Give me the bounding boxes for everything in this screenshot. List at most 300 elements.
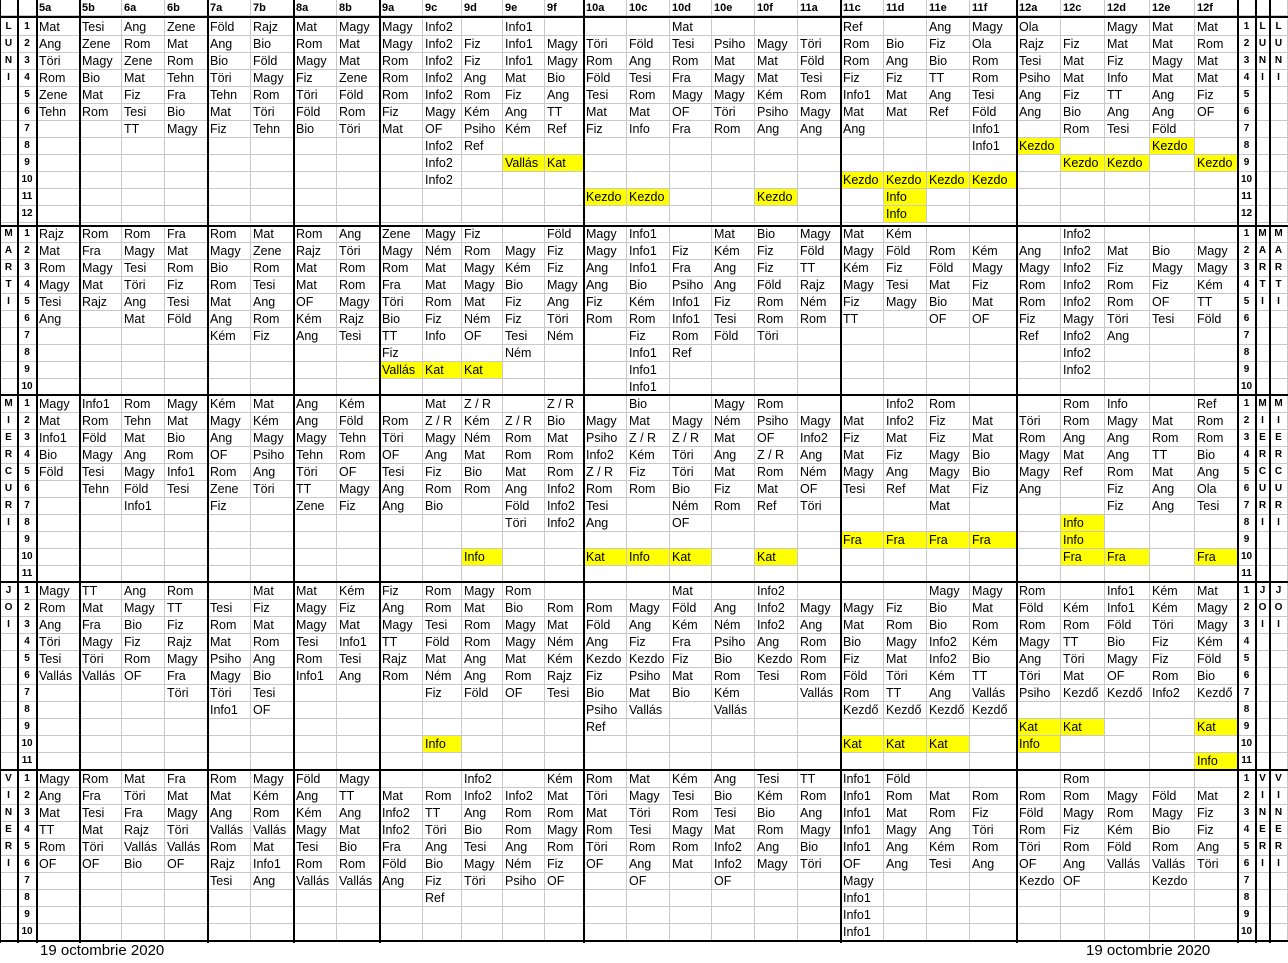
- timetable-cell[interactable]: Magy: [294, 430, 337, 447]
- day-letter-right[interactable]: M: [1256, 226, 1270, 243]
- day-letter-right2[interactable]: O: [1270, 600, 1288, 617]
- day-letter[interactable]: E: [0, 822, 18, 839]
- timetable-cell[interactable]: TT: [423, 805, 462, 822]
- timetable-cell[interactable]: Magy: [670, 413, 712, 430]
- timetable-cell[interactable]: Mat: [627, 104, 670, 121]
- timetable-cell[interactable]: Fiz: [627, 464, 670, 481]
- timetable-cell[interactable]: [627, 924, 670, 941]
- day-letter-right2[interactable]: [1270, 206, 1288, 223]
- timetable-cell[interactable]: [380, 685, 423, 702]
- timetable-cell[interactable]: [927, 328, 970, 345]
- timetable-cell[interactable]: [798, 753, 841, 770]
- timetable-cell[interactable]: Magy: [884, 634, 927, 651]
- timetable-cell[interactable]: Vallás: [294, 873, 337, 890]
- timetable-cell[interactable]: Töri: [1017, 413, 1061, 430]
- period-number-right[interactable]: 9: [1238, 907, 1256, 924]
- timetable-cell[interactable]: Info1: [670, 294, 712, 311]
- day-letter-right2[interactable]: [1270, 719, 1288, 736]
- period-number-right[interactable]: 10: [1238, 924, 1256, 941]
- day-letter[interactable]: [0, 890, 18, 907]
- timetable-cell[interactable]: [208, 155, 251, 172]
- timetable-cell[interactable]: Kém: [462, 413, 503, 430]
- timetable-cell[interactable]: [37, 362, 80, 379]
- period-number-right[interactable]: 4: [1238, 634, 1256, 651]
- timetable-cell[interactable]: Info2: [884, 396, 927, 413]
- timetable-cell[interactable]: Fiz: [208, 498, 251, 515]
- timetable-cell[interactable]: Psiho: [755, 104, 798, 121]
- timetable-cell[interactable]: [1105, 719, 1150, 736]
- timetable-cell[interactable]: [380, 549, 423, 566]
- timetable-cell[interactable]: Mat: [970, 600, 1017, 617]
- timetable-cell[interactable]: [755, 532, 798, 549]
- timetable-cell[interactable]: Ang: [122, 583, 165, 600]
- timetable-cell[interactable]: Kém: [755, 788, 798, 805]
- timetable-cell[interactable]: Rom: [251, 311, 294, 328]
- timetable-cell[interactable]: OF: [670, 104, 712, 121]
- timetable-cell[interactable]: [712, 736, 755, 753]
- timetable-cell[interactable]: Mat: [1061, 70, 1105, 87]
- timetable-cell[interactable]: Fiz: [1150, 634, 1195, 651]
- timetable-cell[interactable]: [380, 396, 423, 413]
- timetable-cell[interactable]: Magy: [423, 104, 462, 121]
- timetable-cell[interactable]: Fiz: [1195, 87, 1238, 104]
- timetable-cell[interactable]: Info: [423, 736, 462, 753]
- timetable-cell[interactable]: Mat: [884, 87, 927, 104]
- timetable-cell[interactable]: Vallás: [1150, 856, 1195, 873]
- timetable-cell[interactable]: Kém: [294, 805, 337, 822]
- timetable-cell[interactable]: [251, 907, 294, 924]
- timetable-cell[interactable]: [798, 138, 841, 155]
- timetable-cell[interactable]: Ném: [545, 634, 584, 651]
- timetable-cell[interactable]: Mat: [712, 226, 755, 243]
- timetable-cell[interactable]: Ang: [294, 413, 337, 430]
- timetable-cell[interactable]: Magy: [208, 413, 251, 430]
- timetable-cell[interactable]: Magy: [884, 294, 927, 311]
- class-header-9c[interactable]: 9c: [423, 0, 462, 16]
- timetable-cell[interactable]: Mat: [251, 839, 294, 856]
- timetable-cell[interactable]: Mat: [627, 413, 670, 430]
- timetable-cell[interactable]: Magy: [1195, 243, 1238, 260]
- timetable-cell[interactable]: Bio: [841, 634, 884, 651]
- timetable-cell[interactable]: Fiz: [423, 311, 462, 328]
- timetable-cell[interactable]: Ang: [927, 87, 970, 104]
- timetable-cell[interactable]: [80, 121, 122, 138]
- day-letter[interactable]: U: [0, 36, 18, 53]
- period-number[interactable]: 6: [18, 311, 37, 328]
- timetable-cell[interactable]: [1150, 345, 1195, 362]
- day-letter-right[interactable]: I: [1256, 617, 1270, 634]
- timetable-cell[interactable]: Magy: [165, 121, 208, 138]
- timetable-cell[interactable]: Magy: [165, 396, 208, 413]
- timetable-cell[interactable]: [208, 583, 251, 600]
- timetable-cell[interactable]: Föld: [251, 53, 294, 70]
- timetable-cell[interactable]: Magy: [80, 447, 122, 464]
- timetable-cell[interactable]: Kat: [841, 736, 884, 753]
- day-letter[interactable]: I: [0, 617, 18, 634]
- timetable-cell[interactable]: [712, 532, 755, 549]
- timetable-cell[interactable]: Mat: [755, 70, 798, 87]
- timetable-cell[interactable]: Magy: [545, 53, 584, 70]
- timetable-cell[interactable]: Mat: [380, 121, 423, 138]
- timetable-cell[interactable]: [755, 172, 798, 189]
- timetable-cell[interactable]: [503, 396, 545, 413]
- timetable-cell[interactable]: [841, 345, 884, 362]
- day-letter-right[interactable]: C: [1256, 464, 1270, 481]
- timetable-cell[interactable]: Rom: [165, 53, 208, 70]
- timetable-cell[interactable]: [798, 873, 841, 890]
- timetable-cell[interactable]: [841, 583, 884, 600]
- timetable-cell[interactable]: [208, 924, 251, 941]
- timetable-cell[interactable]: Mat: [670, 668, 712, 685]
- timetable-cell[interactable]: Ref: [545, 121, 584, 138]
- timetable-cell[interactable]: Tesi: [337, 328, 380, 345]
- timetable-cell[interactable]: Föld: [294, 104, 337, 121]
- timetable-cell[interactable]: Rom: [503, 583, 545, 600]
- timetable-cell[interactable]: Bio: [970, 651, 1017, 668]
- timetable-cell[interactable]: Bio: [462, 464, 503, 481]
- timetable-cell[interactable]: [165, 924, 208, 941]
- period-number-right[interactable]: 7: [1238, 121, 1256, 138]
- timetable-cell[interactable]: Mat: [545, 617, 584, 634]
- timetable-cell[interactable]: Bio: [122, 617, 165, 634]
- timetable-cell[interactable]: Ang: [462, 651, 503, 668]
- timetable-cell[interactable]: Töri: [798, 498, 841, 515]
- timetable-cell[interactable]: Mat: [251, 396, 294, 413]
- timetable-cell[interactable]: [1017, 907, 1061, 924]
- timetable-cell[interactable]: Magy: [1105, 651, 1150, 668]
- day-letter-right2[interactable]: [1270, 87, 1288, 104]
- timetable-cell[interactable]: Ném: [423, 668, 462, 685]
- timetable-cell[interactable]: Kém: [927, 839, 970, 856]
- timetable-cell[interactable]: [884, 138, 927, 155]
- period-number-right[interactable]: 6: [1238, 481, 1256, 498]
- timetable-cell[interactable]: Tesi: [380, 464, 423, 481]
- timetable-cell[interactable]: [337, 702, 380, 719]
- timetable-cell[interactable]: OF: [294, 294, 337, 311]
- timetable-cell[interactable]: Kat: [423, 362, 462, 379]
- timetable-cell[interactable]: Info: [1195, 753, 1238, 770]
- timetable-cell[interactable]: Info1: [841, 890, 884, 907]
- timetable-cell[interactable]: Föld: [798, 53, 841, 70]
- timetable-cell[interactable]: Rom: [122, 226, 165, 243]
- period-number[interactable]: 5: [18, 651, 37, 668]
- timetable-cell[interactable]: Rom: [423, 600, 462, 617]
- class-header-12d[interactable]: 12d: [1105, 0, 1150, 16]
- timetable-cell[interactable]: Kém: [251, 413, 294, 430]
- period-number-right[interactable]: 11: [1238, 753, 1256, 770]
- timetable-cell[interactable]: Mat: [294, 19, 337, 36]
- timetable-cell[interactable]: [1017, 226, 1061, 243]
- timetable-cell[interactable]: Ang: [251, 651, 294, 668]
- class-header-9d[interactable]: 9d: [462, 0, 503, 16]
- timetable-cell[interactable]: [798, 702, 841, 719]
- timetable-cell[interactable]: Rom: [37, 260, 80, 277]
- timetable-cell[interactable]: Tesi: [841, 481, 884, 498]
- timetable-cell[interactable]: [37, 121, 80, 138]
- timetable-cell[interactable]: [37, 719, 80, 736]
- timetable-cell[interactable]: Ang: [294, 396, 337, 413]
- timetable-cell[interactable]: [670, 138, 712, 155]
- timetable-cell[interactable]: Psiho: [712, 634, 755, 651]
- day-letter[interactable]: A: [0, 243, 18, 260]
- timetable-cell[interactable]: Mat: [927, 277, 970, 294]
- timetable-cell[interactable]: Bio: [80, 70, 122, 87]
- timetable-cell[interactable]: TT: [545, 104, 584, 121]
- timetable-cell[interactable]: [927, 924, 970, 941]
- timetable-cell[interactable]: Kém: [1195, 634, 1238, 651]
- day-letter-right[interactable]: [1256, 87, 1270, 104]
- timetable-cell[interactable]: Kém: [627, 294, 670, 311]
- timetable-cell[interactable]: Tesi: [37, 294, 80, 311]
- day-letter[interactable]: [0, 907, 18, 924]
- period-number[interactable]: 5: [18, 839, 37, 856]
- day-letter[interactable]: I: [0, 856, 18, 873]
- timetable-cell[interactable]: [37, 498, 80, 515]
- day-letter-right[interactable]: I: [1256, 294, 1270, 311]
- timetable-cell[interactable]: [37, 924, 80, 941]
- timetable-cell[interactable]: Tesi: [1105, 121, 1150, 138]
- timetable-cell[interactable]: [462, 19, 503, 36]
- timetable-cell[interactable]: Fra: [1061, 549, 1105, 566]
- period-number[interactable]: 7: [18, 873, 37, 890]
- timetable-cell[interactable]: Fra: [670, 70, 712, 87]
- day-letter-right[interactable]: I: [1256, 515, 1270, 532]
- timetable-cell[interactable]: [798, 345, 841, 362]
- timetable-cell[interactable]: Fra: [884, 532, 927, 549]
- timetable-cell[interactable]: Kém: [1150, 600, 1195, 617]
- timetable-cell[interactable]: OF: [755, 430, 798, 447]
- timetable-cell[interactable]: [884, 345, 927, 362]
- timetable-cell[interactable]: [1150, 396, 1195, 413]
- timetable-cell[interactable]: [503, 907, 545, 924]
- timetable-cell[interactable]: Vallás: [798, 685, 841, 702]
- timetable-cell[interactable]: Föld: [884, 771, 927, 788]
- timetable-cell[interactable]: [970, 549, 1017, 566]
- timetable-cell[interactable]: [165, 155, 208, 172]
- timetable-cell[interactable]: [927, 753, 970, 770]
- day-letter-right[interactable]: [1256, 206, 1270, 223]
- period-number-right[interactable]: 3: [1238, 430, 1256, 447]
- timetable-cell[interactable]: Bio: [798, 839, 841, 856]
- timetable-cell[interactable]: Ném: [798, 294, 841, 311]
- timetable-cell[interactable]: Mat: [584, 805, 627, 822]
- timetable-cell[interactable]: Ang: [1195, 839, 1238, 856]
- period-number-right[interactable]: 7: [1238, 498, 1256, 515]
- timetable-cell[interactable]: [208, 172, 251, 189]
- timetable-cell[interactable]: OF: [1017, 856, 1061, 873]
- timetable-cell[interactable]: OF: [1150, 294, 1195, 311]
- timetable-cell[interactable]: Info2: [884, 413, 927, 430]
- timetable-cell[interactable]: Mat: [251, 617, 294, 634]
- timetable-cell[interactable]: Fiz: [755, 260, 798, 277]
- timetable-cell[interactable]: Magy: [545, 36, 584, 53]
- timetable-cell[interactable]: Fiz: [165, 617, 208, 634]
- timetable-cell[interactable]: Psiho: [462, 121, 503, 138]
- timetable-cell[interactable]: Info2: [1061, 260, 1105, 277]
- timetable-cell[interactable]: Info: [1061, 532, 1105, 549]
- timetable-cell[interactable]: [122, 532, 165, 549]
- timetable-cell[interactable]: Föld: [337, 413, 380, 430]
- timetable-cell[interactable]: Fiz: [545, 260, 584, 277]
- timetable-cell[interactable]: Fiz: [208, 121, 251, 138]
- day-letter-right[interactable]: [1256, 138, 1270, 155]
- timetable-cell[interactable]: Tesi: [80, 805, 122, 822]
- timetable-cell[interactable]: Ang: [1017, 481, 1061, 498]
- timetable-cell[interactable]: Mat: [712, 430, 755, 447]
- timetable-cell[interactable]: [670, 924, 712, 941]
- timetable-cell[interactable]: Töri: [251, 481, 294, 498]
- timetable-cell[interactable]: [462, 924, 503, 941]
- timetable-cell[interactable]: [927, 189, 970, 206]
- timetable-cell[interactable]: [1061, 138, 1105, 155]
- timetable-cell[interactable]: [122, 685, 165, 702]
- timetable-cell[interactable]: Mat: [927, 498, 970, 515]
- timetable-cell[interactable]: Rom: [970, 788, 1017, 805]
- timetable-cell[interactable]: [251, 172, 294, 189]
- timetable-cell[interactable]: [755, 515, 798, 532]
- timetable-cell[interactable]: Vallás: [208, 822, 251, 839]
- period-number[interactable]: 10: [18, 736, 37, 753]
- period-number-right[interactable]: 2: [1238, 36, 1256, 53]
- timetable-cell[interactable]: Mat: [380, 788, 423, 805]
- timetable-cell[interactable]: Rom: [208, 226, 251, 243]
- day-letter-right2[interactable]: I: [1270, 70, 1288, 87]
- timetable-cell[interactable]: Mat: [1150, 413, 1195, 430]
- timetable-cell[interactable]: Rom: [798, 788, 841, 805]
- timetable-cell[interactable]: Mat: [627, 685, 670, 702]
- timetable-cell[interactable]: Rajz: [165, 634, 208, 651]
- timetable-cell[interactable]: Rom: [884, 788, 927, 805]
- timetable-cell[interactable]: [545, 549, 584, 566]
- timetable-cell[interactable]: Magy: [712, 70, 755, 87]
- timetable-cell[interactable]: Töri: [1195, 856, 1238, 873]
- day-letter-right[interactable]: V: [1256, 771, 1270, 788]
- timetable-cell[interactable]: OF: [165, 856, 208, 873]
- timetable-cell[interactable]: Mat: [1195, 53, 1238, 70]
- timetable-cell[interactable]: Föld: [294, 771, 337, 788]
- timetable-cell[interactable]: OF: [37, 856, 80, 873]
- timetable-cell[interactable]: Tehn: [337, 430, 380, 447]
- timetable-cell[interactable]: [927, 515, 970, 532]
- timetable-cell[interactable]: Bio: [1195, 447, 1238, 464]
- timetable-cell[interactable]: [755, 345, 798, 362]
- timetable-cell[interactable]: Fiz: [841, 70, 884, 87]
- timetable-cell[interactable]: OF: [423, 121, 462, 138]
- timetable-cell[interactable]: Magy: [798, 226, 841, 243]
- day-letter-right2[interactable]: [1270, 104, 1288, 121]
- timetable-cell[interactable]: Fiz: [841, 430, 884, 447]
- timetable-cell[interactable]: Fiz: [1061, 36, 1105, 53]
- timetable-cell[interactable]: [1105, 873, 1150, 890]
- class-header-10f[interactable]: 10f: [755, 0, 798, 16]
- timetable-cell[interactable]: [80, 206, 122, 223]
- class-header-11e[interactable]: 11e: [927, 0, 970, 16]
- timetable-cell[interactable]: Kezdo: [927, 172, 970, 189]
- timetable-cell[interactable]: [798, 549, 841, 566]
- timetable-cell[interactable]: Rom: [122, 396, 165, 413]
- timetable-cell[interactable]: Föld: [584, 70, 627, 87]
- timetable-cell[interactable]: Fiz: [503, 87, 545, 104]
- timetable-cell[interactable]: Ang: [1105, 447, 1150, 464]
- day-letter-right[interactable]: R: [1256, 260, 1270, 277]
- timetable-cell[interactable]: [503, 532, 545, 549]
- timetable-cell[interactable]: [670, 907, 712, 924]
- timetable-cell[interactable]: [423, 771, 462, 788]
- timetable-cell[interactable]: Föld: [970, 104, 1017, 121]
- class-header-9e[interactable]: 9e: [503, 0, 545, 16]
- timetable-cell[interactable]: [627, 719, 670, 736]
- timetable-cell[interactable]: [712, 189, 755, 206]
- day-letter-right[interactable]: O: [1256, 600, 1270, 617]
- timetable-cell[interactable]: TT: [80, 583, 122, 600]
- class-header-6a[interactable]: 6a: [122, 0, 165, 16]
- period-number[interactable]: 9: [18, 532, 37, 549]
- timetable-cell[interactable]: Rom: [462, 87, 503, 104]
- timetable-cell[interactable]: [798, 396, 841, 413]
- day-letter-right2[interactable]: R: [1270, 447, 1288, 464]
- timetable-cell[interactable]: [1061, 702, 1105, 719]
- timetable-cell[interactable]: Info1: [251, 856, 294, 873]
- timetable-cell[interactable]: [627, 155, 670, 172]
- timetable-cell[interactable]: Rom: [584, 822, 627, 839]
- day-letter[interactable]: [0, 668, 18, 685]
- timetable-cell[interactable]: Fiz: [545, 856, 584, 873]
- period-number[interactable]: 2: [18, 243, 37, 260]
- timetable-cell[interactable]: [251, 345, 294, 362]
- timetable-cell[interactable]: [927, 138, 970, 155]
- timetable-cell[interactable]: [712, 907, 755, 924]
- timetable-cell[interactable]: Rom: [208, 277, 251, 294]
- day-letter-right[interactable]: [1256, 104, 1270, 121]
- timetable-cell[interactable]: [927, 226, 970, 243]
- period-number[interactable]: 11: [18, 753, 37, 770]
- period-number-right[interactable]: 2: [1238, 600, 1256, 617]
- timetable-cell[interactable]: Rom: [584, 771, 627, 788]
- timetable-cell[interactable]: [80, 549, 122, 566]
- timetable-cell[interactable]: Tehn: [294, 447, 337, 464]
- timetable-cell[interactable]: [337, 155, 380, 172]
- timetable-cell[interactable]: [423, 719, 462, 736]
- timetable-cell[interactable]: [712, 345, 755, 362]
- timetable-cell[interactable]: [755, 719, 798, 736]
- timetable-cell[interactable]: [884, 924, 927, 941]
- day-letter[interactable]: [0, 685, 18, 702]
- day-letter-right[interactable]: [1256, 311, 1270, 328]
- timetable-cell[interactable]: [423, 206, 462, 223]
- timetable-cell[interactable]: Tesi: [80, 464, 122, 481]
- timetable-cell[interactable]: Zene: [380, 226, 423, 243]
- timetable-cell[interactable]: TT: [884, 685, 927, 702]
- class-header-8b[interactable]: 8b: [337, 0, 380, 16]
- timetable-cell[interactable]: [1105, 138, 1150, 155]
- timetable-cell[interactable]: [1105, 907, 1150, 924]
- timetable-cell[interactable]: Kém: [462, 104, 503, 121]
- period-number-right[interactable]: 7: [1238, 873, 1256, 890]
- timetable-cell[interactable]: Mat: [165, 788, 208, 805]
- timetable-cell[interactable]: Kém: [670, 617, 712, 634]
- timetable-cell[interactable]: Fiz: [627, 328, 670, 345]
- timetable-cell[interactable]: Info1: [841, 805, 884, 822]
- timetable-cell[interactable]: Tesi: [208, 600, 251, 617]
- timetable-cell[interactable]: [1150, 172, 1195, 189]
- timetable-cell[interactable]: Töri: [1017, 839, 1061, 856]
- timetable-cell[interactable]: Ang: [208, 430, 251, 447]
- timetable-cell[interactable]: Fiz: [712, 294, 755, 311]
- timetable-cell[interactable]: Z / R: [423, 413, 462, 430]
- timetable-cell[interactable]: [1061, 907, 1105, 924]
- timetable-cell[interactable]: Magy: [1061, 311, 1105, 328]
- timetable-cell[interactable]: Info2: [423, 19, 462, 36]
